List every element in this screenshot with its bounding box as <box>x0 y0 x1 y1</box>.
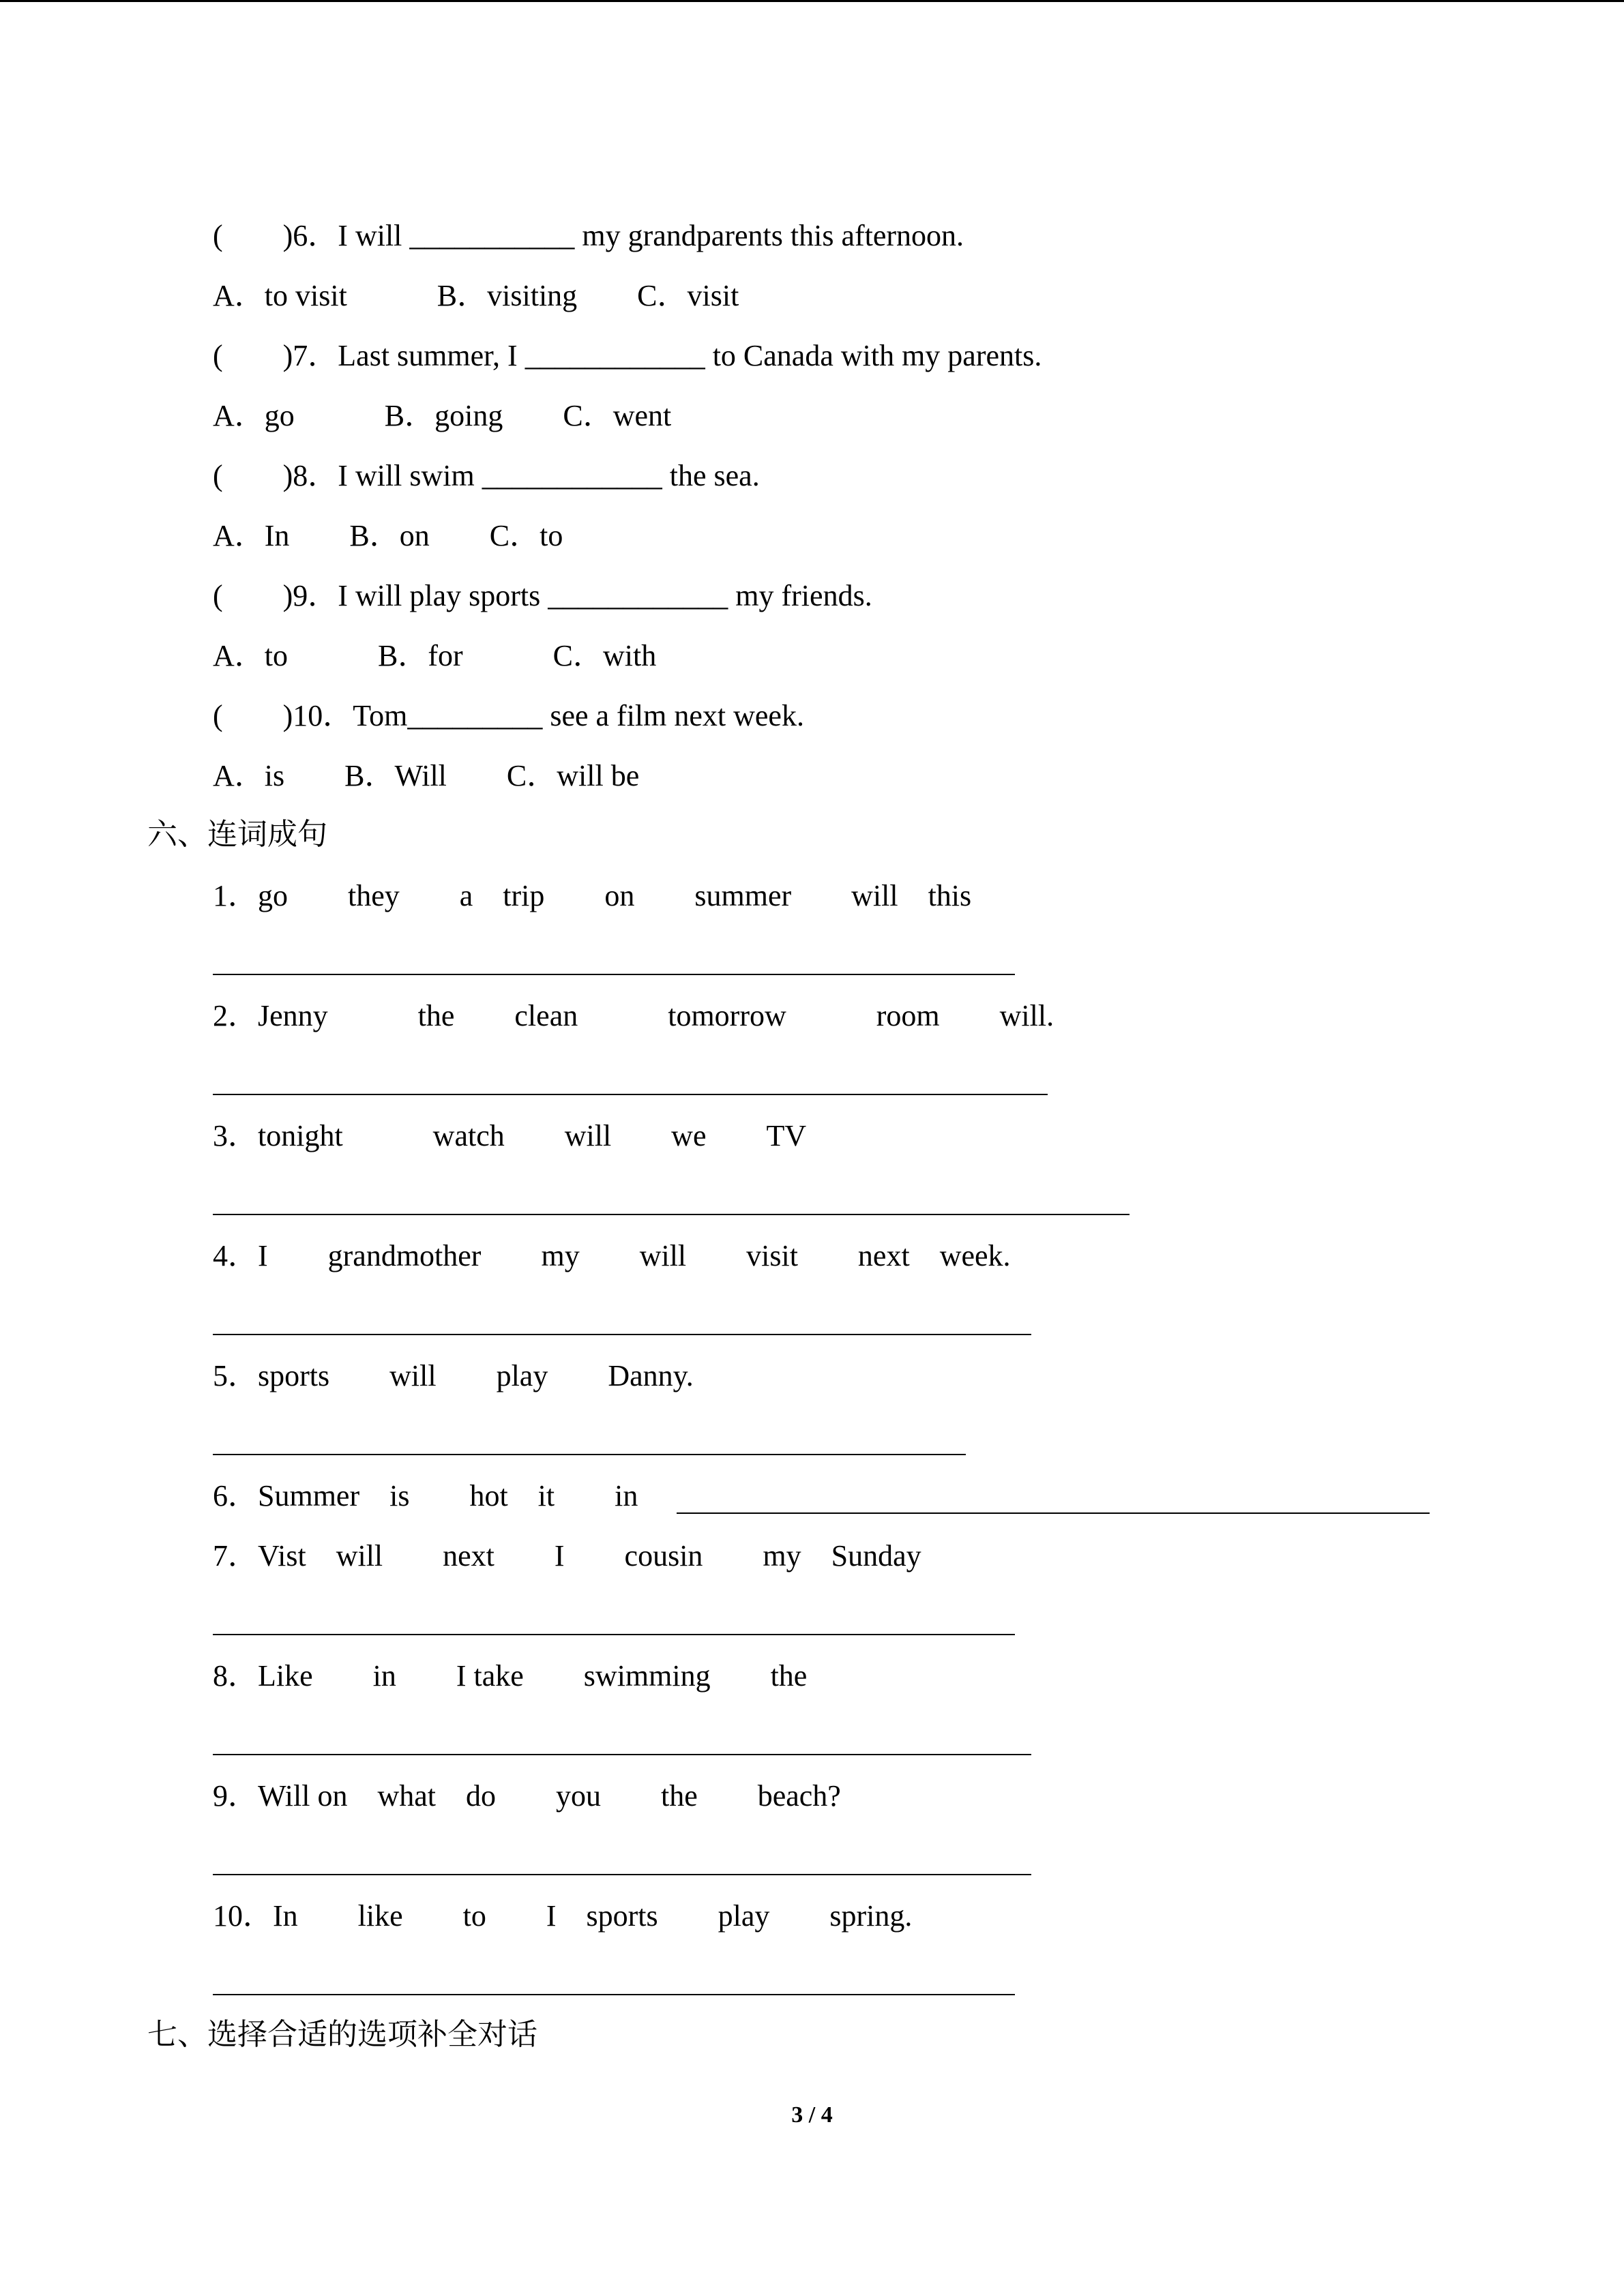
answer-line-2 <box>213 1094 1048 1095</box>
question-10: ( )10．Tom_________ see a film next week. <box>213 699 804 732</box>
answer-line-5 <box>213 1454 966 1455</box>
sentence-item-1: 1．go they a trip on summer will this <box>213 879 972 912</box>
section-6-title: 六、连词成句 <box>147 818 327 851</box>
answer-line-4 <box>213 1334 1031 1335</box>
question-9: ( )9．I will play sports ____________ my friends. <box>213 579 872 612</box>
question-6: ( )6．I will ___________ my grandparents this afternoon. <box>213 219 964 252</box>
sentence-item-5: 5．sports will play Danny. <box>213 1359 694 1392</box>
answer-line-9 <box>213 1874 1031 1875</box>
sentence-item-2: 2．Jenny the clean tomorrow room will. <box>213 999 1054 1032</box>
page-number: 3 / 4 <box>791 2102 833 2128</box>
options-6: A．to visit B．visiting C．visit <box>213 279 739 312</box>
options-10: A．is B．Will C．will be <box>213 759 640 792</box>
sentence-item-3: 3．tonight watch will we TV <box>213 1119 807 1152</box>
options-9: A．to B．for C．with <box>213 639 657 672</box>
sentence-item-10: 10．In like to I sports play spring. <box>213 1899 913 1933</box>
sentence-item-8: 8．Like in I take swimming the <box>213 1659 808 1693</box>
question-8: ( )8．I will swim ____________ the sea. <box>213 459 760 492</box>
question-7: ( )7．Last summer, I ____________ to Canada with my parents. <box>213 339 1042 372</box>
options-8: A．In B．on C．to <box>213 519 563 552</box>
top-border <box>0 0 1624 2</box>
options-7: A．go B．going C．went <box>213 399 672 432</box>
sentence-item-6: 6．Summer is hot it in <box>213 1479 638 1512</box>
section-7-title: 七、选择合适的选项补全对话 <box>147 2018 537 2051</box>
answer-line-1 <box>213 974 1015 975</box>
answer-line-8 <box>213 1754 1031 1755</box>
sentence-item-7: 7．Vist will next I cousin my Sunday <box>213 1539 921 1572</box>
sentence-item-4: 4．I grandmother my will visit next week. <box>213 1239 1011 1272</box>
answer-line-3 <box>213 1214 1130 1215</box>
sentence-item-9: 9．Will on what do you the beach? <box>213 1779 841 1813</box>
answer-line-10 <box>213 1994 1015 1995</box>
answer-line-6 <box>677 1512 1430 1514</box>
answer-line-7 <box>213 1634 1015 1635</box>
